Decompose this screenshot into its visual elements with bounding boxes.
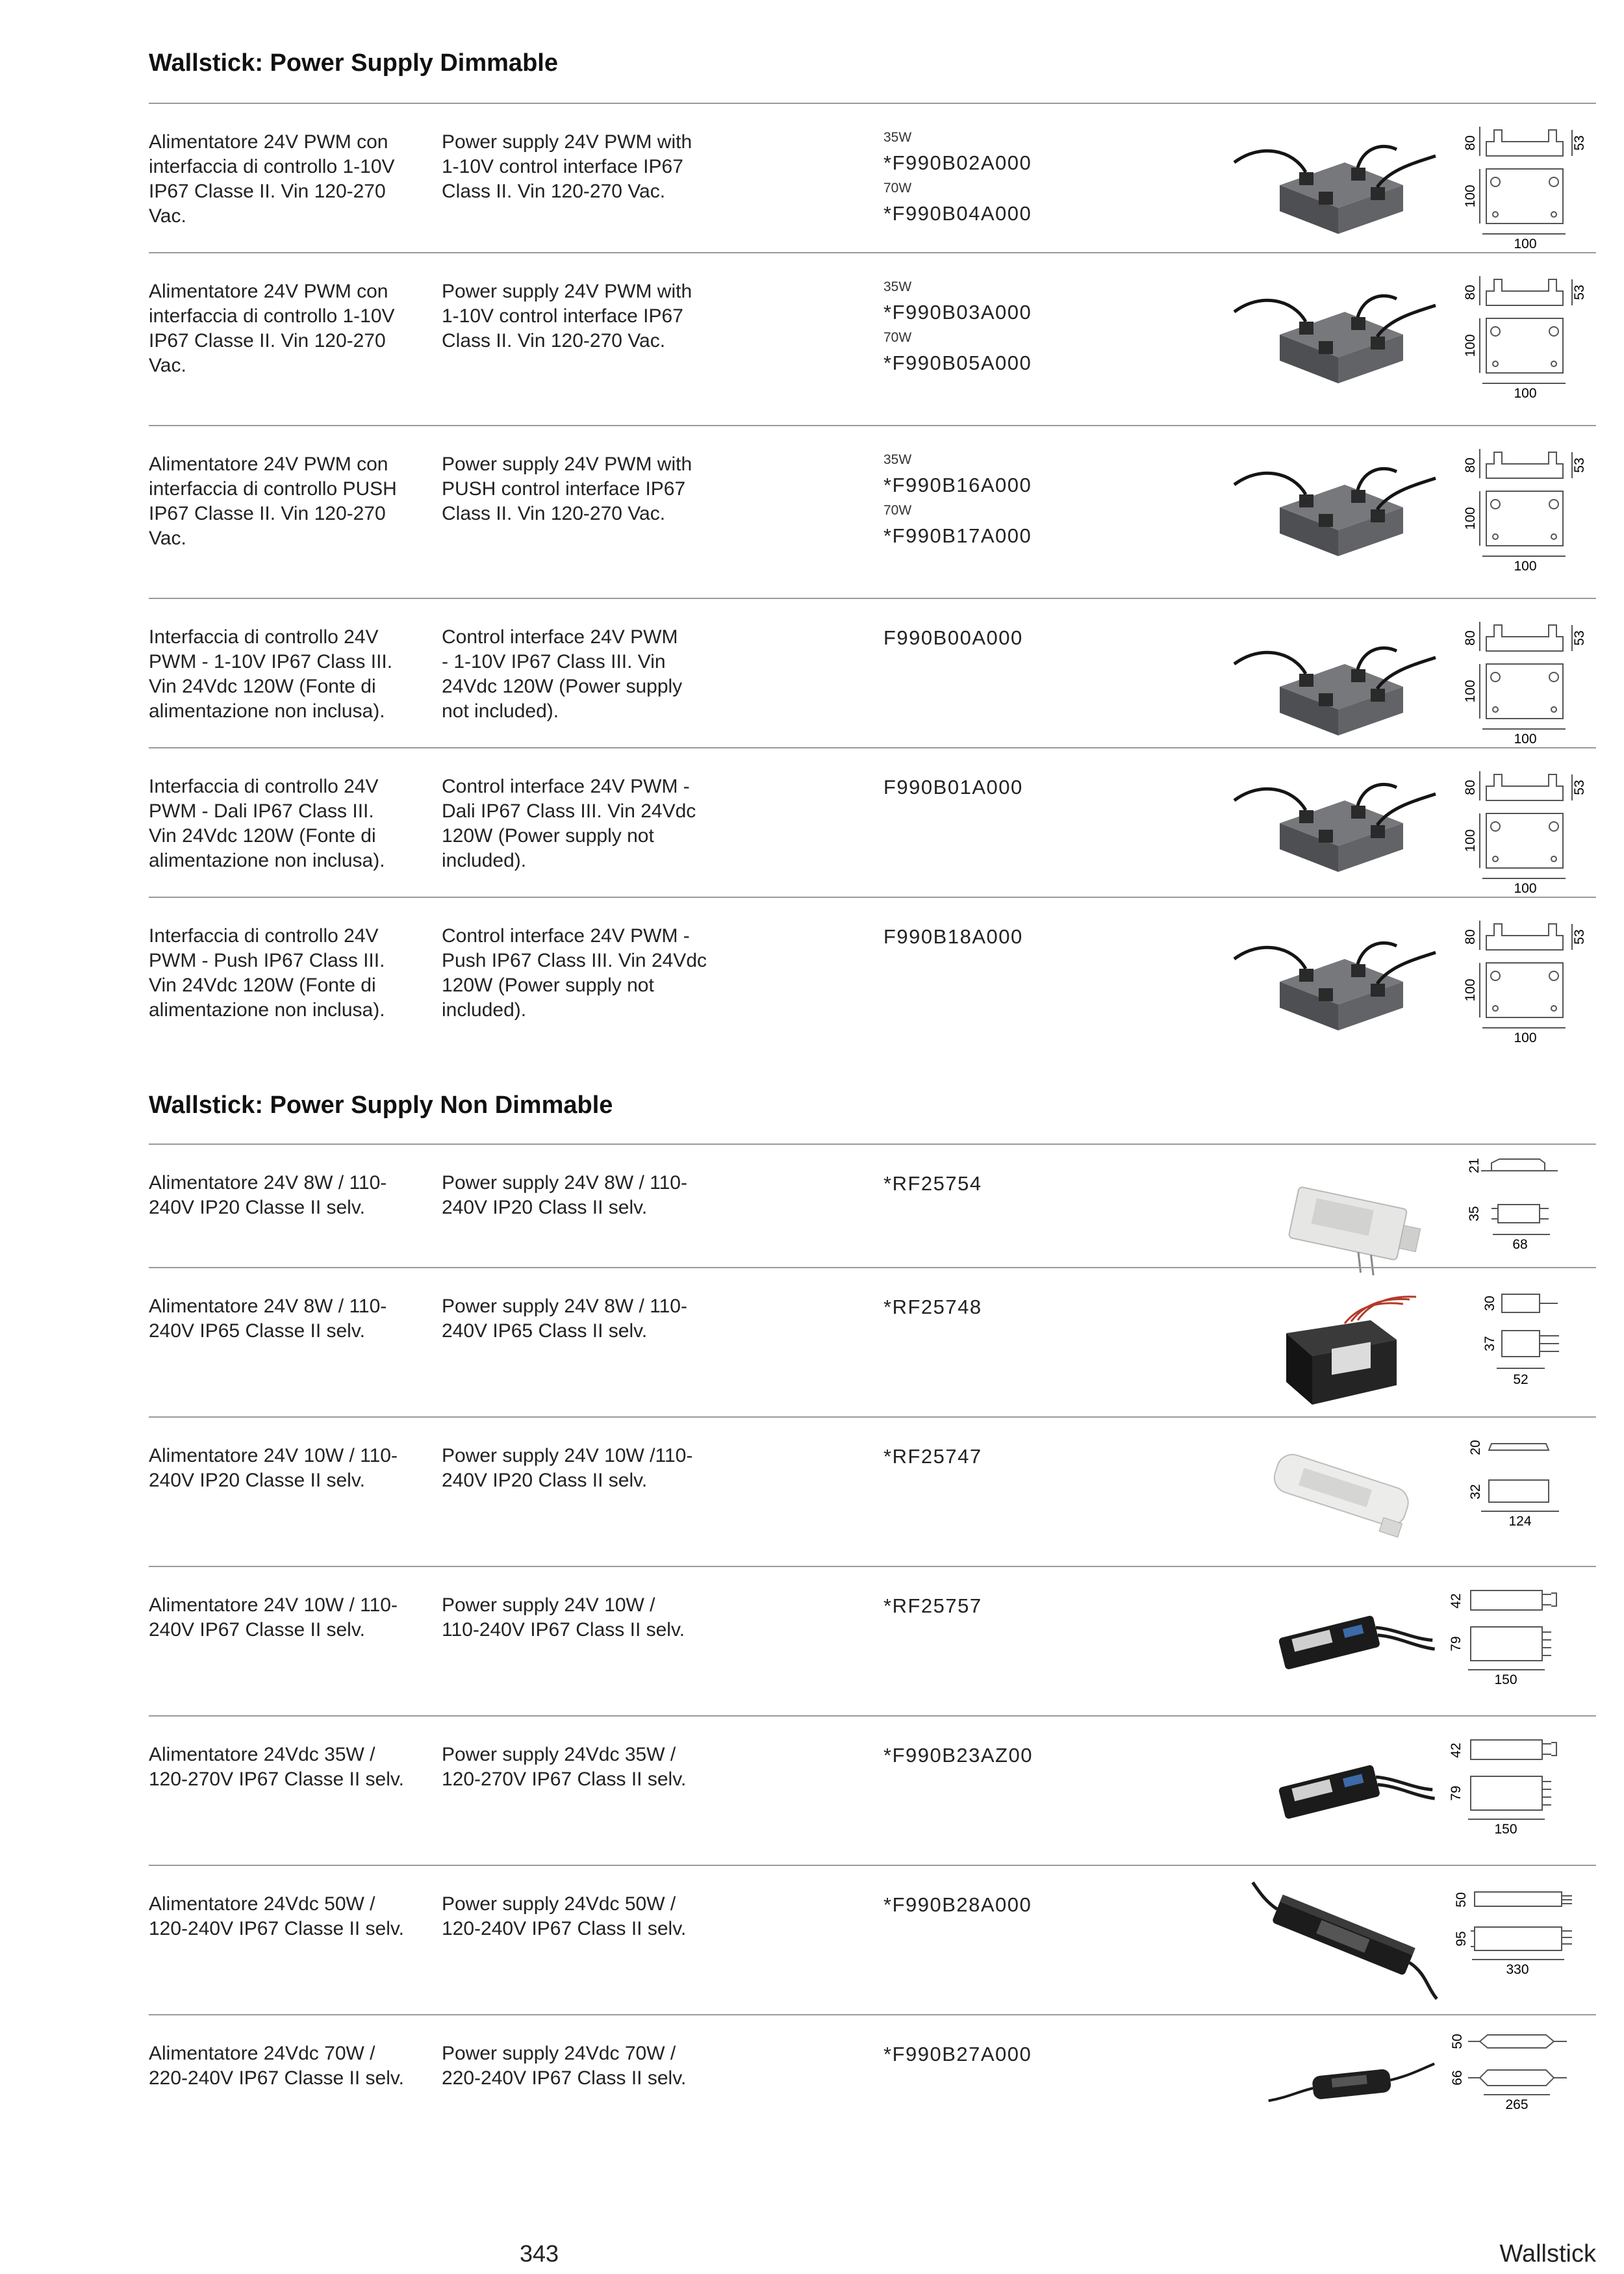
product-row [0, 1268, 1624, 1416]
dimension-label: 35 [1467, 1206, 1482, 1221]
dimension-label: 80 [1463, 780, 1478, 795]
product-row [0, 426, 1624, 598]
page-number: 343 [520, 2240, 559, 2267]
product-code: F990B18A000 [883, 925, 1023, 948]
dimension-label: 100 [1514, 386, 1537, 401]
dimension-label: 80 [1463, 457, 1478, 473]
dimension-label: 150 [1494, 1672, 1517, 1687]
product-codes [883, 1593, 1078, 1619]
description-english: Power supply 24V PWM with 1-10V control interface IP67 Class II. Vin 120-270 Vac. [442, 281, 692, 351]
description-italian: Alimentatore 24V 8W / 110- 240V IP20 Classe II selv. [149, 1172, 387, 1218]
product-codes [883, 774, 1078, 800]
product-photo [1221, 748, 1455, 891]
dimension-label: 53 [1572, 929, 1587, 945]
section-title-dimmable: Wallstick: Power Supply Dimmable [149, 49, 558, 77]
product-row [0, 898, 1624, 1054]
dimension-label: 53 [1572, 135, 1587, 151]
product-photo [1221, 1567, 1455, 1710]
dimension-label: 50 [1454, 1892, 1469, 1908]
dimension-label: 100 [1463, 680, 1478, 703]
dimension-label: 37 [1482, 1336, 1497, 1351]
description-english: Power supply 24V 8W / 110- 240V IP65 Class II selv. [442, 1296, 687, 1342]
description-italian: Alimentatore 24Vdc 70W / 220-240V IP67 Classe II selv. [149, 2043, 404, 2089]
dimension-label: 42 [1449, 1593, 1464, 1609]
product-codes [883, 625, 1078, 651]
description-english: Power supply 24V 8W / 110- 240V IP20 Class II selv. [442, 1172, 687, 1218]
product-photo [1221, 433, 1455, 576]
description-italian: Interfaccia di controllo 24V PWM - Push IP67 Class III. Vin 24Vdc 120W (Fonte di alimentazione non inclusa). [149, 925, 385, 1021]
description-italian: Alimentatore 24V 8W / 110- 240V IP65 Classe II selv. [149, 1296, 387, 1342]
dimension-label: 150 [1494, 1822, 1517, 1837]
product-codes [883, 452, 1078, 554]
product-row [0, 253, 1624, 425]
product-code: *RF25757 [883, 1594, 982, 1617]
dimension-label: 265 [1505, 2097, 1529, 2112]
wattage-label: 35W [883, 279, 912, 294]
dimension-label: 42 [1449, 1743, 1464, 1758]
dimension-label: 100 [1463, 185, 1478, 208]
description-italian: Alimentatore 24Vdc 35W / 120-270V IP67 Classe II selv. [149, 1744, 404, 1790]
product-codes [883, 1444, 1078, 1470]
product-codes [883, 1294, 1078, 1320]
product-row [0, 1418, 1624, 1566]
product-codes [883, 1892, 1078, 1918]
product-code: *RF25747 [883, 1445, 982, 1468]
dimension-label: 80 [1463, 135, 1478, 151]
technical-drawing [1442, 599, 1598, 748]
dimension-label: 100 [1463, 507, 1478, 530]
product-code: F990B01A000 [883, 776, 1023, 798]
product-codes [883, 279, 1078, 381]
technical-drawing [1442, 253, 1598, 403]
product-code: *F990B23AZ00 [883, 1744, 1033, 1767]
dimension-label: 100 [1514, 732, 1537, 747]
dimension-label: 32 [1468, 1484, 1483, 1500]
dimension-label: 80 [1463, 285, 1478, 300]
product-photo [1221, 907, 1455, 1050]
technical-drawing [1442, 1567, 1598, 1717]
product-code: *F990B28A000 [883, 1893, 1032, 1916]
product-code: *F990B03A000 [883, 301, 1032, 324]
description-english: Power supply 24V PWM with PUSH control interface IP67 Class II. Vin 120-270 Vac. [442, 454, 692, 524]
product-code: *F990B02A000 [883, 151, 1032, 174]
product-row [0, 1567, 1624, 1715]
product-row [0, 104, 1624, 252]
dimension-label: 52 [1513, 1372, 1529, 1387]
wattage-label: 35W [883, 452, 912, 467]
product-row [0, 1717, 1624, 1865]
dimension-label: 100 [1463, 334, 1478, 357]
description-italian: Alimentatore 24V PWM con interfaccia di controllo PUSH IP67 Classe II. Vin 120-270 Vac. [149, 454, 397, 549]
section-title-non-dimmable: Wallstick: Power Supply Non Dimmable [149, 1092, 613, 1119]
description-english: Power supply 24V 10W /110- 240V IP20 Class II selv. [442, 1445, 693, 1491]
product-code: *F990B27A000 [883, 2043, 1032, 2065]
wattage-label: 70W [883, 181, 912, 196]
product-code: *RF25754 [883, 1172, 982, 1195]
dimension-label: 79 [1449, 1636, 1464, 1652]
technical-drawing [1442, 1866, 1598, 2015]
technical-drawing [1442, 898, 1598, 1047]
product-photo [1221, 1717, 1455, 1859]
dimension-label: 53 [1572, 285, 1587, 300]
product-code: *F990B05A000 [883, 351, 1032, 374]
dimension-label: 80 [1463, 630, 1478, 646]
dimension-label: 30 [1482, 1296, 1497, 1311]
product-photo [1221, 110, 1455, 253]
dimension-label: 80 [1463, 929, 1478, 945]
description-english: Power supply 24Vdc 70W / 220-240V IP67 Class II selv. [442, 2043, 687, 2089]
description-italian: Interfaccia di controllo 24V PWM - Dali IP67 Class III. Vin 24Vdc 120W (Fonte di alimentazione non inclusa). [149, 776, 385, 871]
technical-drawing [1442, 2015, 1598, 2165]
dimension-label: 53 [1572, 630, 1587, 646]
wattage-label: 70W [883, 330, 912, 345]
description-italian: Alimentatore 24V 10W / 110- 240V IP20 Classe II selv. [149, 1445, 398, 1491]
dimension-label: 100 [1514, 559, 1537, 574]
product-photo [1221, 2015, 1455, 2158]
product-row [0, 2015, 1624, 2164]
wattage-label: 70W [883, 503, 912, 518]
description-english: Power supply 24V 10W / 110-240V IP67 Class II selv. [442, 1594, 685, 1641]
technical-drawing [1442, 1717, 1598, 1866]
product-code: *F990B16A000 [883, 474, 1032, 496]
product-codes [883, 924, 1078, 950]
dimension-label: 20 [1468, 1440, 1483, 1455]
product-row [0, 1145, 1624, 1267]
product-photo [1221, 1872, 1455, 2015]
technical-drawing [1442, 1268, 1598, 1418]
product-codes [883, 2041, 1078, 2067]
description-english: Power supply 24Vdc 35W / 120-270V IP67 Class II selv. [442, 1744, 687, 1790]
product-codes [883, 130, 1078, 231]
description-italian: Interfaccia di controllo 24V PWM - 1-10V IP67 Class III. Vin 24Vdc 120W (Fonte di alimentazione non inclusa). [149, 626, 393, 722]
description-english: Control interface 24V PWM - 1-10V IP67 Class III. Vin 24Vdc 120W (Power supply not included). [442, 626, 683, 722]
product-codes [883, 1171, 1078, 1197]
description-italian: Alimentatore 24Vdc 50W / 120-240V IP67 Classe II selv. [149, 1893, 404, 1939]
product-photo [1221, 1418, 1455, 1561]
collection-name: Wallstick [1499, 2240, 1596, 2268]
dimension-label: 79 [1449, 1785, 1464, 1801]
technical-drawing [1442, 1418, 1598, 1567]
description-italian: Alimentatore 24V PWM con interfaccia di controllo 1-10V IP67 Classe II. Vin 120-270 Vac. [149, 281, 395, 376]
technical-drawing [1442, 426, 1598, 576]
technical-drawing [1442, 748, 1598, 898]
description-english: Control interface 24V PWM - Dali IP67 Class III. Vin 24Vdc 120W (Power supply not included). [442, 776, 696, 871]
dimension-label: 100 [1463, 978, 1478, 1002]
product-code: *RF25748 [883, 1296, 982, 1318]
description-english: Control interface 24V PWM - Push IP67 Class III. Vin 24Vdc 120W (Power supply not included). [442, 925, 707, 1021]
dimension-label: 100 [1514, 1030, 1537, 1045]
product-row [0, 599, 1624, 747]
dimension-label: 330 [1506, 1962, 1529, 1977]
product-code: *F990B17A000 [883, 524, 1032, 547]
product-code: F990B00A000 [883, 626, 1023, 649]
wattage-label: 35W [883, 130, 912, 145]
description-english: Power supply 24V PWM with 1-10V control interface IP67 Class II. Vin 120-270 Vac. [442, 131, 692, 202]
dimension-label: 100 [1514, 881, 1537, 896]
product-photo [1221, 260, 1455, 403]
dimension-label: 53 [1572, 780, 1587, 795]
product-photo [1221, 1268, 1455, 1411]
dimension-label: 68 [1512, 1237, 1528, 1252]
dimension-label: 66 [1450, 2070, 1465, 2086]
description-italian: Alimentatore 24V 10W / 110- 240V IP67 Classe II selv. [149, 1594, 398, 1641]
product-photo [1221, 612, 1455, 755]
description-italian: Alimentatore 24V PWM con interfaccia di controllo 1-10V IP67 Classe II. Vin 120-270 Vac. [149, 131, 395, 227]
product-row [0, 1866, 1624, 2014]
technical-drawing [1442, 104, 1598, 253]
dimension-label: 100 [1514, 236, 1537, 251]
product-codes [883, 1743, 1078, 1769]
dimension-label: 50 [1450, 2034, 1465, 2049]
dimension-label: 21 [1467, 1158, 1482, 1173]
product-row [0, 748, 1624, 897]
dimension-label: 53 [1572, 457, 1587, 473]
dimension-label: 100 [1463, 829, 1478, 852]
dimension-label: 95 [1454, 1931, 1469, 1947]
description-english: Power supply 24Vdc 50W / 120-240V IP67 Class II selv. [442, 1893, 687, 1939]
dimension-label: 124 [1508, 1514, 1532, 1529]
product-code: *F990B04A000 [883, 202, 1032, 225]
